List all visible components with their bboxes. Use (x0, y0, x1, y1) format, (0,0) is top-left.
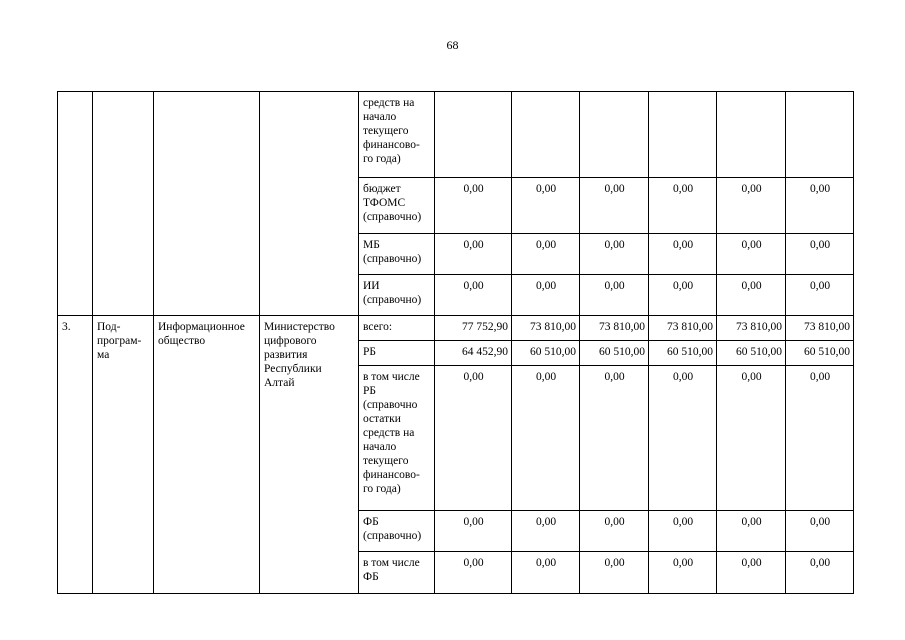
value-cell: 0,00 (580, 511, 649, 552)
value-cell: 0,00 (786, 511, 854, 552)
value-cell: 0,00 (580, 178, 649, 234)
value-cell (580, 92, 649, 178)
value-cell: 60 510,00 (786, 341, 854, 366)
value-cell (649, 92, 717, 178)
value-cell: 0,00 (512, 234, 580, 275)
source-cell: бюджет ТФОМС (справочно) (359, 178, 435, 234)
value-cell: 0,00 (649, 366, 717, 511)
value-cell: 73 810,00 (717, 316, 786, 341)
value-cell: 0,00 (435, 178, 512, 234)
value-cell: 0,00 (717, 178, 786, 234)
table-row (58, 92, 854, 178)
value-cell: 0,00 (786, 552, 854, 594)
value-cell: 73 810,00 (512, 316, 580, 341)
value-cell: 73 810,00 (786, 316, 854, 341)
value-cell: 0,00 (649, 234, 717, 275)
value-cell: 0,00 (717, 275, 786, 316)
value-cell: 0,00 (580, 234, 649, 275)
value-cell: 0,00 (717, 511, 786, 552)
value-cell: 60 510,00 (580, 341, 649, 366)
executor-cell (260, 92, 359, 316)
value-cell: 0,00 (580, 275, 649, 316)
value-cell: 60 510,00 (512, 341, 580, 366)
value-cell: 0,00 (580, 552, 649, 594)
value-cell: 0,00 (435, 511, 512, 552)
value-cell: 0,00 (435, 234, 512, 275)
value-cell: 60 510,00 (717, 341, 786, 366)
source-cell: в том числе РБ (справочно остатки средств на начало текущего финансово- го года) (359, 366, 435, 511)
value-cell: 0,00 (649, 275, 717, 316)
value-cell: 0,00 (786, 366, 854, 511)
value-cell (786, 92, 854, 178)
value-cell: 0,00 (435, 552, 512, 594)
source-cell: МБ (справочно) (359, 234, 435, 275)
value-cell: 0,00 (435, 275, 512, 316)
value-cell (435, 92, 512, 178)
value-cell: 0,00 (717, 366, 786, 511)
value-cell (512, 92, 580, 178)
name-cell (154, 92, 260, 316)
value-cell: 0,00 (512, 366, 580, 511)
value-cell (717, 92, 786, 178)
value-cell: 0,00 (649, 511, 717, 552)
program-name: Информационное общество (154, 316, 260, 594)
value-cell: 0,00 (649, 178, 717, 234)
value-cell: 60 510,00 (649, 341, 717, 366)
value-cell: 0,00 (786, 234, 854, 275)
value-cell: 0,00 (512, 552, 580, 594)
value-cell: 0,00 (580, 366, 649, 511)
table-row (58, 316, 854, 341)
value-cell: 0,00 (512, 511, 580, 552)
source-cell: всего: (359, 316, 435, 341)
number-cell (58, 92, 93, 316)
value-cell: 0,00 (786, 178, 854, 234)
status-cell (93, 92, 154, 316)
program-status: Под- програм- ма (93, 316, 154, 594)
budget-table (57, 91, 854, 594)
value-cell: 73 810,00 (580, 316, 649, 341)
source-cell: средств на начало текущего финансово- го года) (359, 92, 435, 178)
value-cell: 0,00 (435, 366, 512, 511)
page-number: 68 (446, 38, 459, 52)
value-cell: 0,00 (717, 234, 786, 275)
value-cell: 0,00 (717, 552, 786, 594)
source-cell: ФБ (справочно) (359, 511, 435, 552)
value-cell: 73 810,00 (649, 316, 717, 341)
source-cell: РБ (359, 341, 435, 366)
program-executor: Министерство цифрового развития Республики Алтай (260, 316, 359, 594)
value-cell: 77 752,90 (435, 316, 512, 341)
program-number: 3. (58, 316, 93, 594)
value-cell: 0,00 (786, 275, 854, 316)
source-cell: в том числе ФБ (359, 552, 435, 594)
source-cell: ИИ (справочно) (359, 275, 435, 316)
value-cell: 0,00 (512, 178, 580, 234)
value-cell: 64 452,90 (435, 341, 512, 366)
value-cell: 0,00 (649, 552, 717, 594)
value-cell: 0,00 (512, 275, 580, 316)
